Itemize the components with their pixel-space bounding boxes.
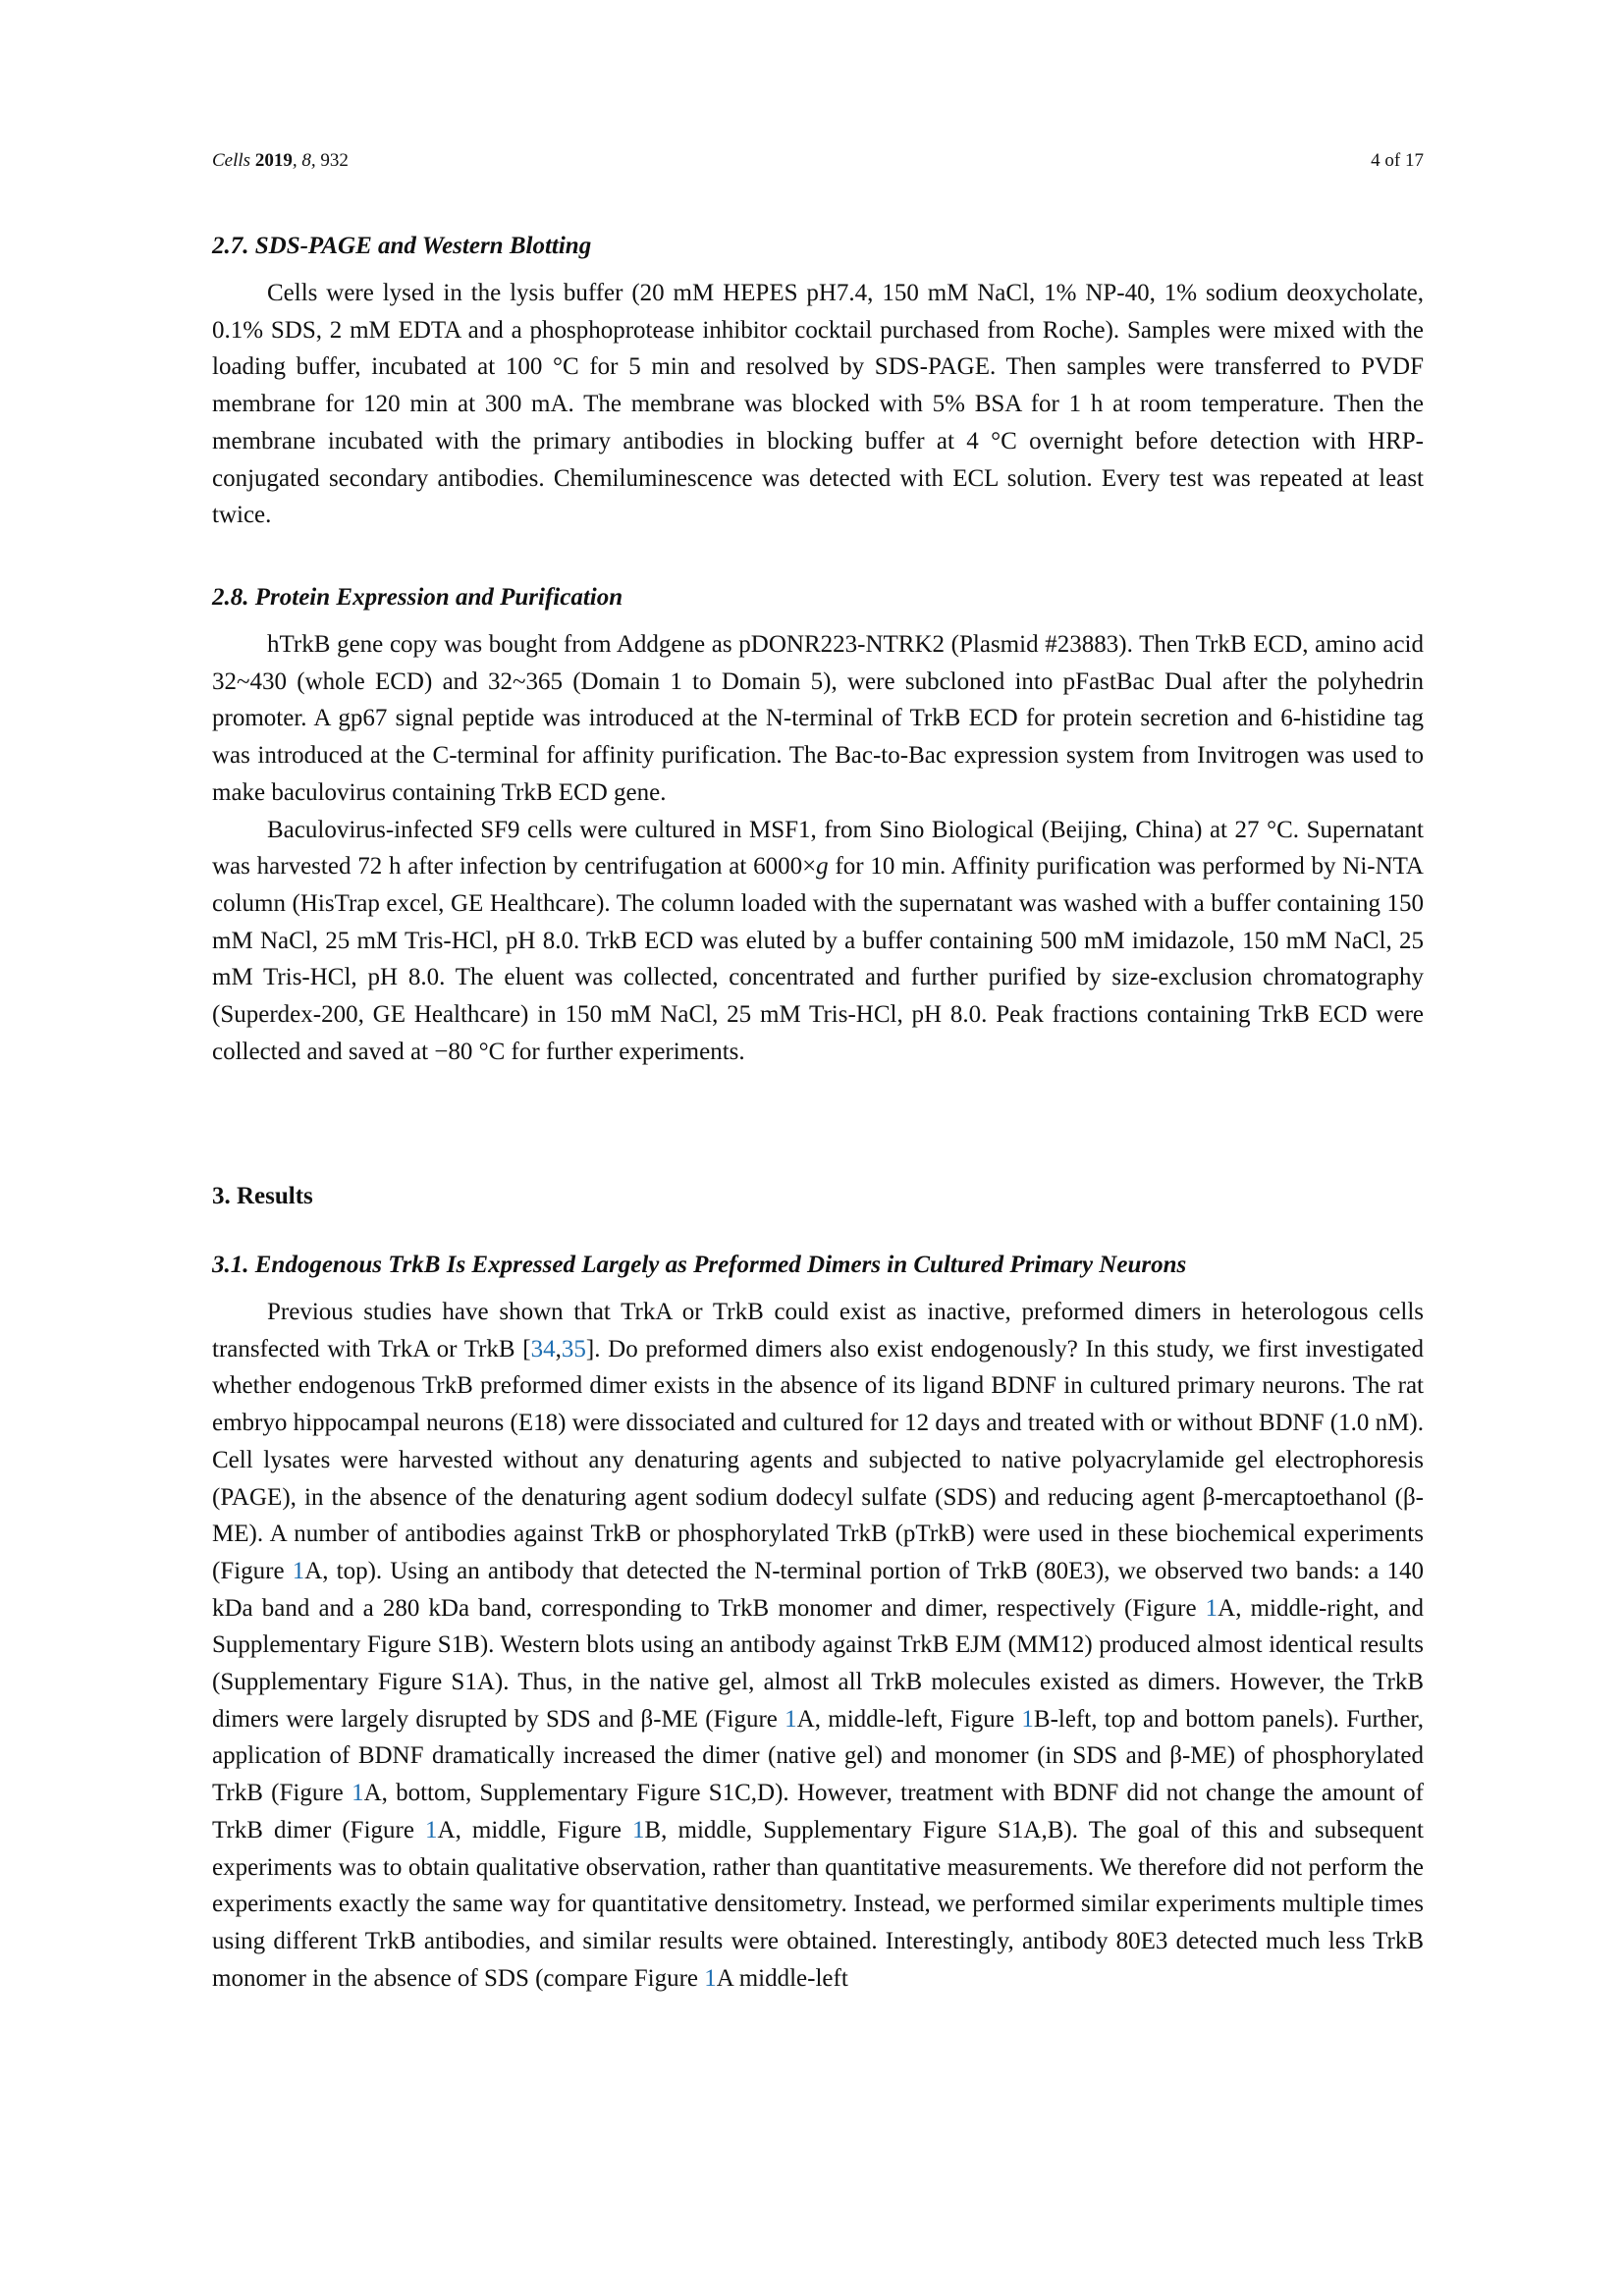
paragraph: Cells were lysed in the lysis buffer (20 mM HEPES pH7.4, 150 mM NaCl, 1% NP-40, 1% sodium deoxycholate, 0.1% SDS, 2 mM EDTA and a phosphoprotease inhibitor cocktail purchased from Roche). Samples were mixed with the loading buffer, incubated at 100 °C for 5 min and resolved by SDS-PAGE. Then samples were transferred to PVDF membrane for 120 min at 300 mA. The membrane was blocked with 5% BSA for 1 h at room temperature. Then the membrane incubated with the primary antibodies in blocking buffer at 4 °C overnight before detection with HRP-conjugated secondary antibodies. Chemiluminescence was detected with ECL solution. Every test was repeated at least twice.: [212, 280, 1424, 529]
section-heading: 2.8. Protein Expression and Purification: [212, 584, 623, 611]
figure-link[interactable]: 1: [1021, 1705, 1034, 1733]
figure-link[interactable]: 1: [632, 1816, 645, 1843]
section-3-1: [212, 1247, 1424, 1997]
figure-link[interactable]: 1: [1205, 1594, 1218, 1622]
paragraph: hTrkB gene copy was bought from Addgene as pDONR223-NTRK2 (Plasmid #23883). Then TrkB ECD, amino acid 32~430 (whole ECD) and 32~365 (Domain 1 to Domain 5), were subcloned into pFastBac Dual after the polyhedrin promoter. A gp67 signal peptide was introduced at the N-terminal of TrkB ECD for protein secretion and 6-histidine tag was introduced at the C-terminal for affinity purification. The Bac-to-Bac expression system from Invitrogen was used to make baculovirus containing TrkB ECD gene.: [212, 631, 1424, 806]
figure-link[interactable]: 1: [704, 1964, 717, 1992]
section-3: [212, 1178, 1424, 1215]
paragraph: Previous studies have shown that TrkA or TrkB could exist as inactive, preformed dimers in heterologous cells transfected with TrkA or TrkB [34,35]. Do preformed dimers also exist endogenously? In this study, we first investigated whether endogenous TrkB preformed dimer exists in the absence of its ligand BDNF in cultured primary neurons. The rat embryo hippocampal neurons (E18) were dissociated and cultured for 12 days and treated with or without BDNF (1.0 nM). Cell lysates were harvested without any denaturing agents and subjected to native polyacrylamide gel electrophoresis (PAGE), in the absence of the denaturing agent sodium dodecyl sulfate (SDS) and reducing agent β-mercaptoethanol (β-ME). A number of antibodies against TrkB or phosphorylated TrkB (pTrkB) were used in these biochemical experiments (Figure 1A, top). Using an antibody that detected the N-terminal portion of TrkB (80E3), we observed two bands: a 140 kDa band and a 280 kDa band, corresponding to TrkB monomer and dimer, respectively (Figure 1A, middle-right, and Supplementary Figure S1B). Western blots using an antibody against TrkB EJM (MM12) produced almost identical results (Supplementary Figure S1A). Thus, in the native gel, almost all TrkB molecules existed as dimers. However, the TrkB dimers were largely disrupted by SDS and β-ME (Figure 1A, middle-left, Figure 1B-left, top and bottom panels). Further, application of BDNF dramatically increased the dimer (native gel) and monomer (in SDS and β-ME) of phosphorylated TrkB (Figure 1A, bottom, Supplementary Figure S1C,D). However, treatment with BDNF did not change the amount of TrkB dimer (Figure 1A, middle, Figure 1B, middle, Supplementary Figure S1A,B). The goal of this and subsequent experiments was to obtain qualitative observation, rather than quantitative measurements. We therefore did not perform the experiments exactly the same way for quantitative densitometry. Instead, we performed similar experiments multiple times using different TrkB antibodies, and similar results were obtained. Interestingly, antibody 80E3 detected much less TrkB monomer in the absence of SDS (compare Figure 1A middle-left: [212, 1299, 1424, 1992]
citation-link[interactable]: 34: [530, 1335, 556, 1362]
section-heading: 3.1. Endogenous TrkB Is Expressed Largely as Preformed Dimers in Cultured Primary Neurons: [212, 1252, 1187, 1278]
paragraph: Baculovirus-infected SF9 cells were cultured in MSF1, from Sino Biological (Beijing, China) at 27 °C. Supernatant was harvested 72 h after infection by centrifugation at 6000×g for 10 min. Affinity purification was performed by Ni-NTA column (HisTrap excel, GE Healthcare). The column loaded with the supernatant was washed with a buffer containing 150 mM NaCl, 25 mM Tris-HCl, pH 8.0. TrkB ECD was eluted by a buffer containing 500 mM imidazole, 150 mM NaCl, 25 mM Tris-HCl, pH 8.0. The eluent was collected, concentrated and further purified by size-exclusion chromatography (Superdex-200, GE Healthcare) in 150 mM NaCl, 25 mM Tris-HCl, pH 8.0. Peak fractions containing TrkB ECD were collected and saved at −80 °C for further experiments.: [212, 816, 1424, 1065]
section-2-8: [212, 579, 1424, 1070]
running-head: [212, 150, 1424, 172]
section-heading: 2.7. SDS-PAGE and Western Blotting: [212, 233, 592, 259]
section-heading: 3. Results: [212, 1183, 313, 1209]
figure-link[interactable]: 1: [292, 1557, 305, 1584]
citation-link[interactable]: 35: [561, 1335, 586, 1362]
section-2-7: [212, 228, 1424, 534]
figure-link[interactable]: 1: [352, 1780, 364, 1807]
figure-link[interactable]: 1: [785, 1705, 797, 1733]
journal-citation: Cells 2019, 8, 932: [212, 150, 349, 171]
page-number: 4 of 17: [1371, 150, 1424, 171]
figure-link[interactable]: 1: [425, 1816, 438, 1843]
